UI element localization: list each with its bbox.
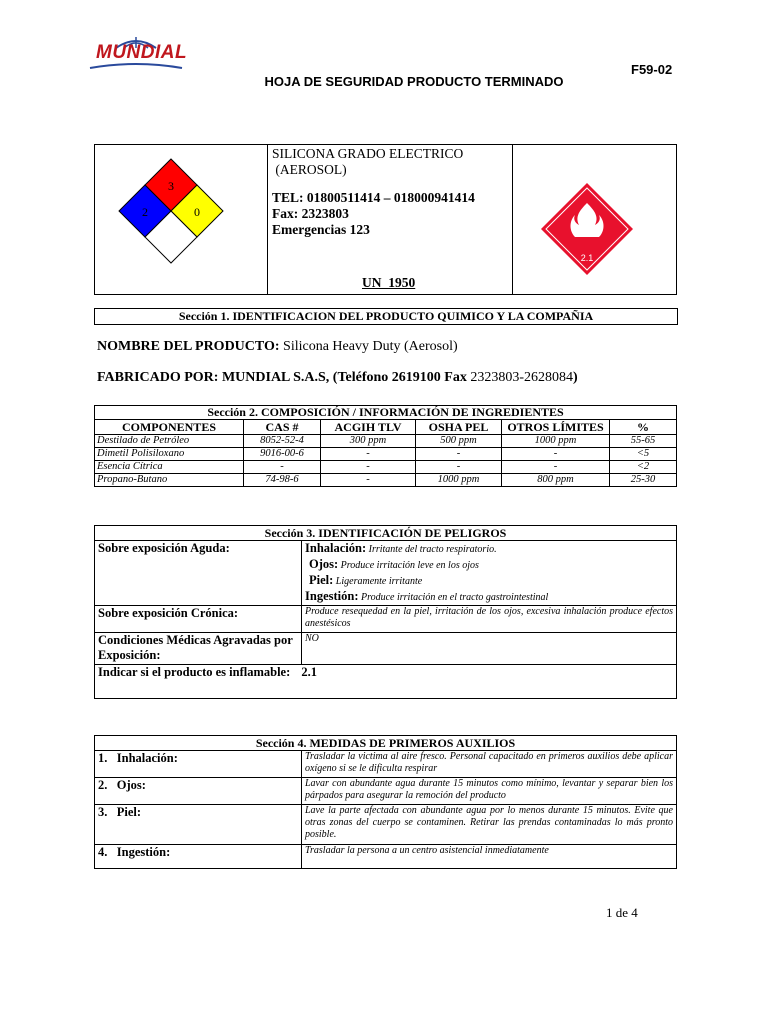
inhalation-label: Inhalación: — [305, 541, 367, 555]
flammable-label: Indicar si el producto es inflamable: — [98, 665, 291, 679]
skin-text: Ligeramente irritante — [333, 576, 423, 587]
hazard-class-cell — [513, 145, 677, 295]
table-cell: 9016-00-6 — [244, 448, 321, 461]
product-info-cell — [268, 145, 513, 295]
table-cell: Dimetil Polisiloxano — [95, 448, 244, 461]
table-cell: 74-98-6 — [244, 474, 321, 487]
manufacturer-fax: 2323803-2628084 — [466, 370, 574, 385]
product-emergencias: Emergencias 123 — [272, 222, 370, 237]
col-cas: CAS # — [244, 420, 321, 435]
table-cell: 300 ppm — [321, 435, 416, 448]
first-aid-label: 4. Ingestión: — [95, 845, 302, 869]
table-cell: 800 ppm — [502, 474, 610, 487]
product-tel: TEL: 01800511414 – 018000941414 — [272, 190, 475, 205]
section1-title: Sección 1. IDENTIFICACION DEL PRODUCTO QUIMICO Y LA COMPAÑIA — [94, 308, 678, 325]
manufacturer-close: ) — [573, 370, 578, 385]
hazards-table — [94, 525, 677, 699]
table-cell: 1000 ppm — [416, 474, 502, 487]
table-cell: - — [502, 461, 610, 474]
chronic-exposure-text: Produce resequedad en la piel, irritación de los ojos, excesiva inhalación produce efectos anestésicos — [302, 606, 677, 633]
acute-exposure-details — [302, 541, 677, 606]
table-cell: - — [321, 461, 416, 474]
first-aid-text: Trasladar la victima al aire fresco. Personal capacitado en primeros auxilios debe aplicar oxígeno si se le dificulta respirar — [302, 751, 677, 778]
nfpa-health: 2 — [142, 205, 148, 219]
table-cell: 500 ppm — [416, 435, 502, 448]
aggravated-conditions-text: NO — [302, 633, 677, 665]
col-acgih: ACGIH TLV — [321, 420, 416, 435]
table-cell: - — [502, 448, 610, 461]
hazard-class-number: 2.1 — [580, 253, 594, 263]
document-code: F59-02 — [631, 62, 673, 77]
composition-table — [94, 405, 677, 487]
table-cell: <5 — [610, 448, 677, 461]
table-cell: - — [416, 461, 502, 474]
ingestion-label: Ingestión: — [305, 589, 359, 603]
un-number: UN 1950 — [362, 275, 416, 290]
eyes-label: Ojos: — [309, 557, 339, 571]
first-aid-table — [94, 735, 677, 869]
logo-text: MUNDIAL — [96, 42, 188, 63]
nfpa-flammability: 3 — [168, 179, 174, 193]
product-header-table — [94, 144, 677, 295]
nfpa-cell — [95, 145, 268, 295]
section4-title: Sección 4. MEDIDAS DE PRIMEROS AUXILIOS — [95, 736, 677, 751]
flammable-value: 2.1 — [301, 665, 318, 679]
table-cell: - — [321, 474, 416, 487]
table-row — [95, 461, 677, 474]
first-aid-text: Lave la parte afectada con abundante agua por lo menos durante 15 minutos. Evite que otras zonas del cuerpo se contaminen. Retirar las prendas contaminadas lo más pronto posible. — [302, 805, 677, 845]
table-cell: - — [244, 461, 321, 474]
table-row — [95, 474, 677, 487]
first-aid-label: 2. Ojos: — [95, 778, 302, 805]
table-cell: 25-30 — [610, 474, 677, 487]
first-aid-label: 1. Inhalación: — [95, 751, 302, 778]
product-name-value: Silicona Heavy Duty (Aerosol) — [279, 339, 458, 354]
table-cell: - — [416, 448, 502, 461]
col-componentes: COMPONENTES — [95, 420, 244, 435]
product-name-line2: (AEROSOL) — [272, 162, 347, 177]
aggravated-conditions-label: Condiciones Médicas Agravadas por Exposición: — [95, 633, 302, 665]
manufacturer-line — [97, 370, 578, 386]
table-cell: 1000 ppm — [502, 435, 610, 448]
nfpa-diamond-icon — [95, 145, 267, 289]
nfpa-reactivity: 0 — [194, 205, 200, 219]
table-cell: Destilado de Petróleo — [95, 435, 244, 448]
product-name-line — [97, 339, 458, 355]
first-aid-text: Trasladar la persona a un centro asistencial inmediatamente — [302, 845, 677, 869]
mundial-logo — [86, 34, 186, 74]
col-otros: OTROS LÍMITES — [502, 420, 610, 435]
document-title: HOJA DE SEGURIDAD PRODUCTO TERMINADO — [264, 74, 564, 89]
table-cell: <2 — [610, 461, 677, 474]
table-cell: Esencia Cítrica — [95, 461, 244, 474]
table-cell: Propano-Butano — [95, 474, 244, 487]
eyes-text: Produce irritación leve en los ojos — [338, 560, 479, 571]
product-name-label: NOMBRE DEL PRODUCTO: — [97, 339, 280, 354]
product-name-line1: SILICONA GRADO ELECTRICO — [272, 146, 464, 161]
ingestion-text: Produce irritación en el tracto gastrointestinal — [358, 592, 549, 603]
skin-label: Piel: — [309, 573, 334, 587]
table-cell: 55-65 — [610, 435, 677, 448]
section2-title: Sección 2. COMPOSICIÓN / INFORMACIÓN DE INGREDIENTES — [95, 406, 677, 420]
flammable-row — [95, 665, 677, 699]
first-aid-text: Lavar con abundante agua durante 15 minutos como mínimo, levantar y separar bien los párpados para asegurar la remoción del producto — [302, 778, 677, 805]
table-cell: - — [321, 448, 416, 461]
inhalation-text: Irritante del tracto respiratorio. — [366, 544, 497, 555]
table-cell: 8052-52-4 — [244, 435, 321, 448]
manufacturer-label: FABRICADO POR: MUNDIAL S.A.S, (Teléfono 2619100 Fax — [97, 370, 467, 385]
first-aid-label: 3. Piel: — [95, 805, 302, 845]
chronic-exposure-label: Sobre exposición Crónica: — [95, 606, 302, 633]
table-row — [95, 435, 677, 448]
acute-exposure-label: Sobre exposición Aguda: — [95, 541, 302, 606]
col-percent: % — [610, 420, 677, 435]
col-osha: OSHA PEL — [416, 420, 502, 435]
product-fax: Fax: 2323803 — [272, 206, 349, 221]
flammable-gas-icon — [513, 145, 676, 289]
page-number: 1 de 4 — [606, 905, 638, 920]
table-row — [95, 448, 677, 461]
section3-title: Sección 3. IDENTIFICACIÓN DE PELIGROS — [95, 526, 677, 541]
